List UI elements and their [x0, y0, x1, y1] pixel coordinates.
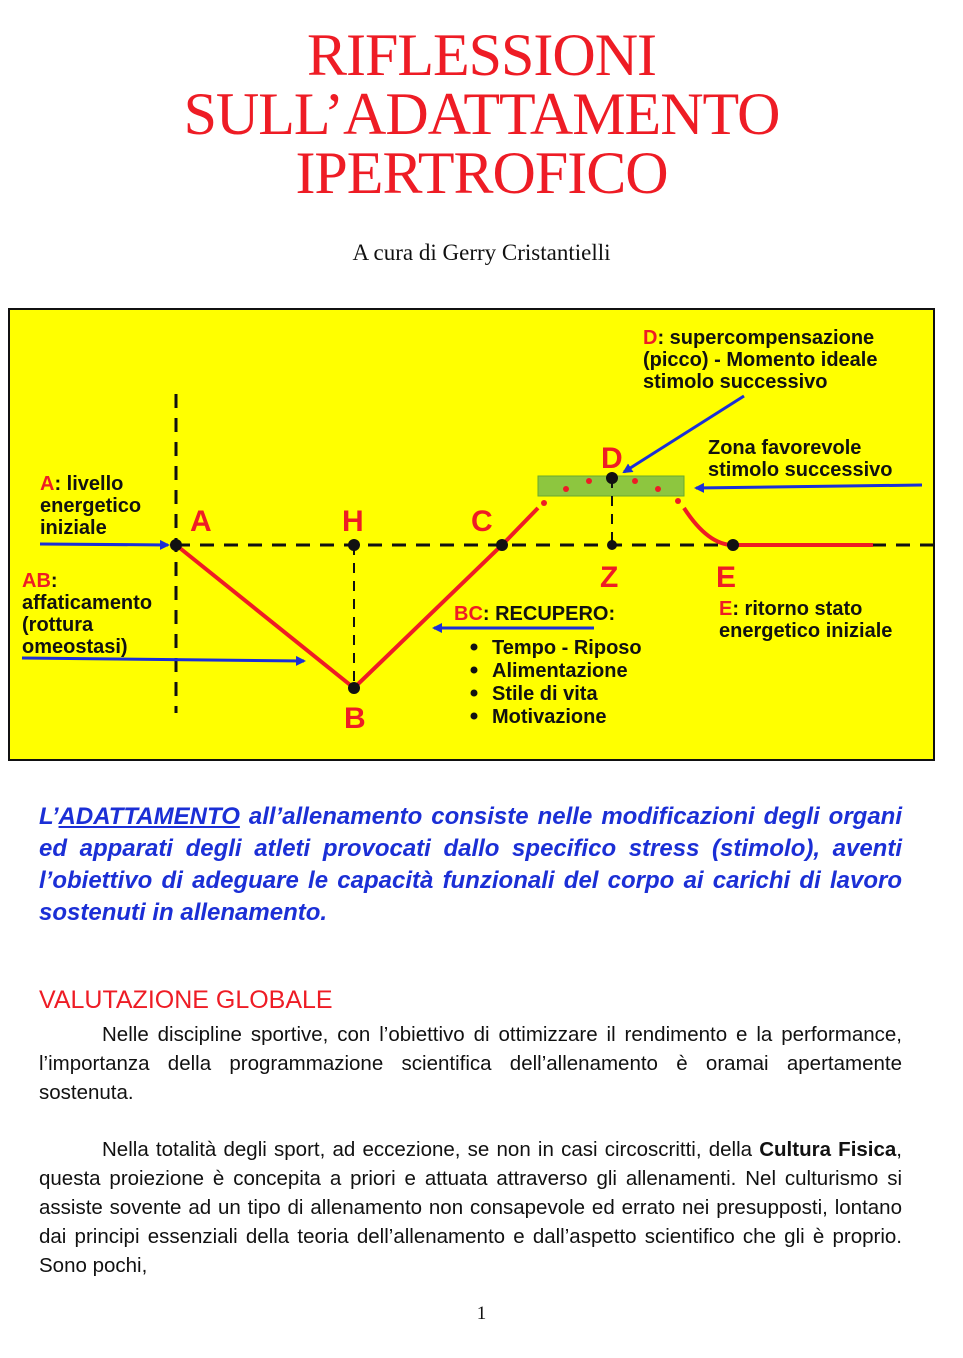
- section-title: VALUTAZIONE GLOBALE: [39, 986, 333, 1014]
- arrow-a: [40, 544, 168, 545]
- bc-item-3: Stile di vita: [492, 683, 598, 705]
- zona-line2: stimolo successivo: [708, 459, 893, 481]
- letter-h: H: [342, 505, 364, 538]
- bc-item-2: Alimentazione: [492, 660, 628, 682]
- intro-keyword: ADATTAMENTO: [58, 803, 240, 830]
- label-ab-line3: (rottura: [22, 614, 94, 636]
- letter-a: A: [190, 505, 212, 538]
- title-line-3: IPERTROFICO: [295, 140, 668, 206]
- title-line-2: SULL’ADATTAMENTO: [183, 81, 780, 147]
- letter-e: E: [716, 561, 737, 594]
- label-ab-line4: omeostasi): [22, 636, 128, 658]
- bc-item-1: Tempo - Riposo: [492, 637, 642, 659]
- paragraph-2: [39, 1135, 902, 1280]
- zona-line1: Zona favorevole: [708, 437, 862, 459]
- title-line-1: RIFLESSIONI: [306, 22, 657, 88]
- point-e-dot: [727, 539, 739, 551]
- paragraph-2-bold: Cultura Fisica: [759, 1138, 897, 1161]
- label-a-line2: energetico: [40, 495, 142, 517]
- point-z-dot: [607, 540, 617, 550]
- label-e-line1: E: ritorno stato: [719, 598, 863, 620]
- point-b-dot: [348, 682, 360, 694]
- letter-z: Z: [600, 561, 619, 594]
- intro-rest: all’allenamento consiste nelle modificazioni degli organi ed apparati degli atleti provocati dallo specifico stress (stimolo), aventi l’obiettivo di adeguare le capacità funzionali del corpo ai carichi di lavoro sostenuti in allenamento.: [39, 803, 902, 926]
- label-d-line2: (picco) - Momento ideale: [643, 349, 878, 371]
- supercompensation-diagram: [8, 308, 935, 761]
- bc-item-4: Motivazione: [492, 706, 607, 728]
- point-a-dot: [170, 539, 182, 551]
- intro-lead: L’: [39, 803, 59, 830]
- paragraph-1: Nelle discipline sportive, con l’obiettivo di ottimizzare il rendimento e la performance, l’importanza della programmazione scientifica dell’allenamento è oramai apertamente sostenuta.: [39, 1023, 902, 1104]
- intro-paragraph: [39, 801, 902, 929]
- label-d-line1: D: supercompensazione: [643, 327, 875, 349]
- letter-c: C: [471, 505, 493, 538]
- letter-b: B: [344, 702, 366, 735]
- paragraph-2-before: Nella totalità degli sport, ad eccezione, se non in casi circoscritti, della: [102, 1138, 760, 1161]
- point-h-dot: [348, 539, 360, 551]
- point-c-dot: [496, 539, 508, 551]
- author-byline: A cura di Gerry Cristantielli: [352, 240, 611, 265]
- letter-d: D: [601, 442, 623, 475]
- label-ab-line2: affaticamento: [22, 592, 153, 614]
- page-number: 1: [476, 1303, 487, 1324]
- document-title: [0, 22, 963, 206]
- label-a-line3: iniziale: [40, 517, 107, 539]
- paragraph-2-after: , questa proiezione è concepita a priori e attuata attraverso gli allenamenti. Nel culturismo si assiste sovente ad un tipo di allenamento non consapevole ed errato nei presupposti, lontano dai principi essenziali della teoria dell’allenamento e dall’aspetto scientifico che gli è proprio. Sono pochi,: [39, 1138, 902, 1277]
- label-ab-line1: AB:: [22, 570, 58, 592]
- label-bc-title: BC: RECUPERO:: [454, 603, 616, 625]
- label-d-line3: stimolo successivo: [643, 371, 828, 393]
- label-a-line1: A: livello: [40, 473, 124, 495]
- label-e-line2: energetico iniziale: [719, 620, 893, 642]
